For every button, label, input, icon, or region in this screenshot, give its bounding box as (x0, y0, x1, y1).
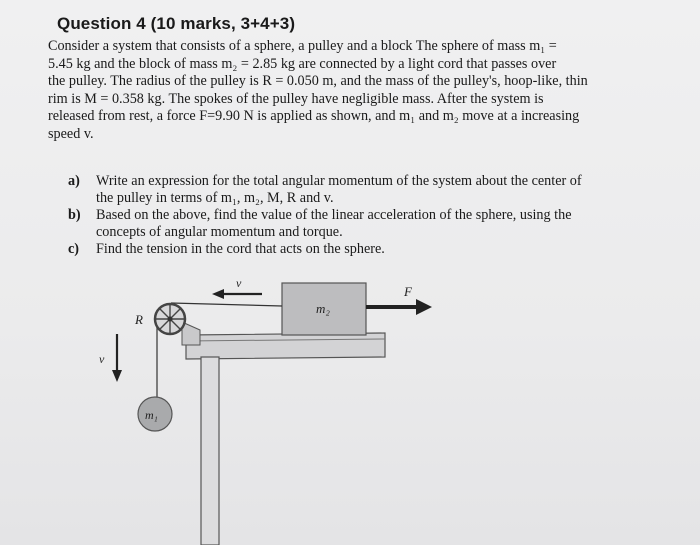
part-text: the pulley in terms of m₁, m₂, M, R and v. (96, 190, 334, 206)
table-leg (201, 357, 219, 545)
part-text: Write an expression for the total angular momentum of the system about the center of (96, 173, 582, 189)
radius-label: R (135, 312, 143, 327)
table-top (186, 333, 385, 359)
velocity-arrow-horizontal (212, 289, 262, 299)
question-title: Question 4 (10 marks, 3+4+3) (57, 14, 296, 33)
part-label: a) (68, 173, 80, 189)
part-text: Based on the above, find the value of the linear acceleration of the sphere, using the (96, 207, 572, 223)
sphere-label: m₁ (145, 408, 158, 422)
statement-line: released from rest, a force F=9.90 N is applied as shown, and m₁ and m₂ move at a increasing (48, 108, 580, 124)
velocity-label: v⃗ (99, 352, 114, 366)
cord-horizontal (171, 303, 282, 306)
statement-line: the pulley. The radius of the pulley is R = 0.050 m, and the mass of the pulley's, hoop-like, thin (48, 73, 588, 89)
part-label: b) (68, 207, 81, 223)
pulley (155, 304, 185, 334)
force-label: F⃗ (404, 284, 423, 299)
force-arrow (366, 299, 432, 315)
part-label: c) (68, 241, 80, 257)
velocity-label: v⃗ (236, 276, 251, 290)
block-label: m₂ (316, 301, 330, 316)
statement-line: 5.45 kg and the block of mass m₂ = 2.85 kg are connected by a light cord that passes over (48, 55, 557, 72)
part-text: concepts of angular momentum and torque. (96, 224, 343, 240)
statement-line: rim is M = 0.358 kg. The spokes of the pulley have negligible mass. After the system is (48, 90, 544, 107)
statement-line: Consider a system that consists of a sphere, a pulley and a block The sphere of mass m₁ = (48, 38, 557, 54)
statement-line: speed v. (48, 125, 94, 142)
part-text: Find the tension in the cord that acts on the sphere. (96, 241, 385, 257)
